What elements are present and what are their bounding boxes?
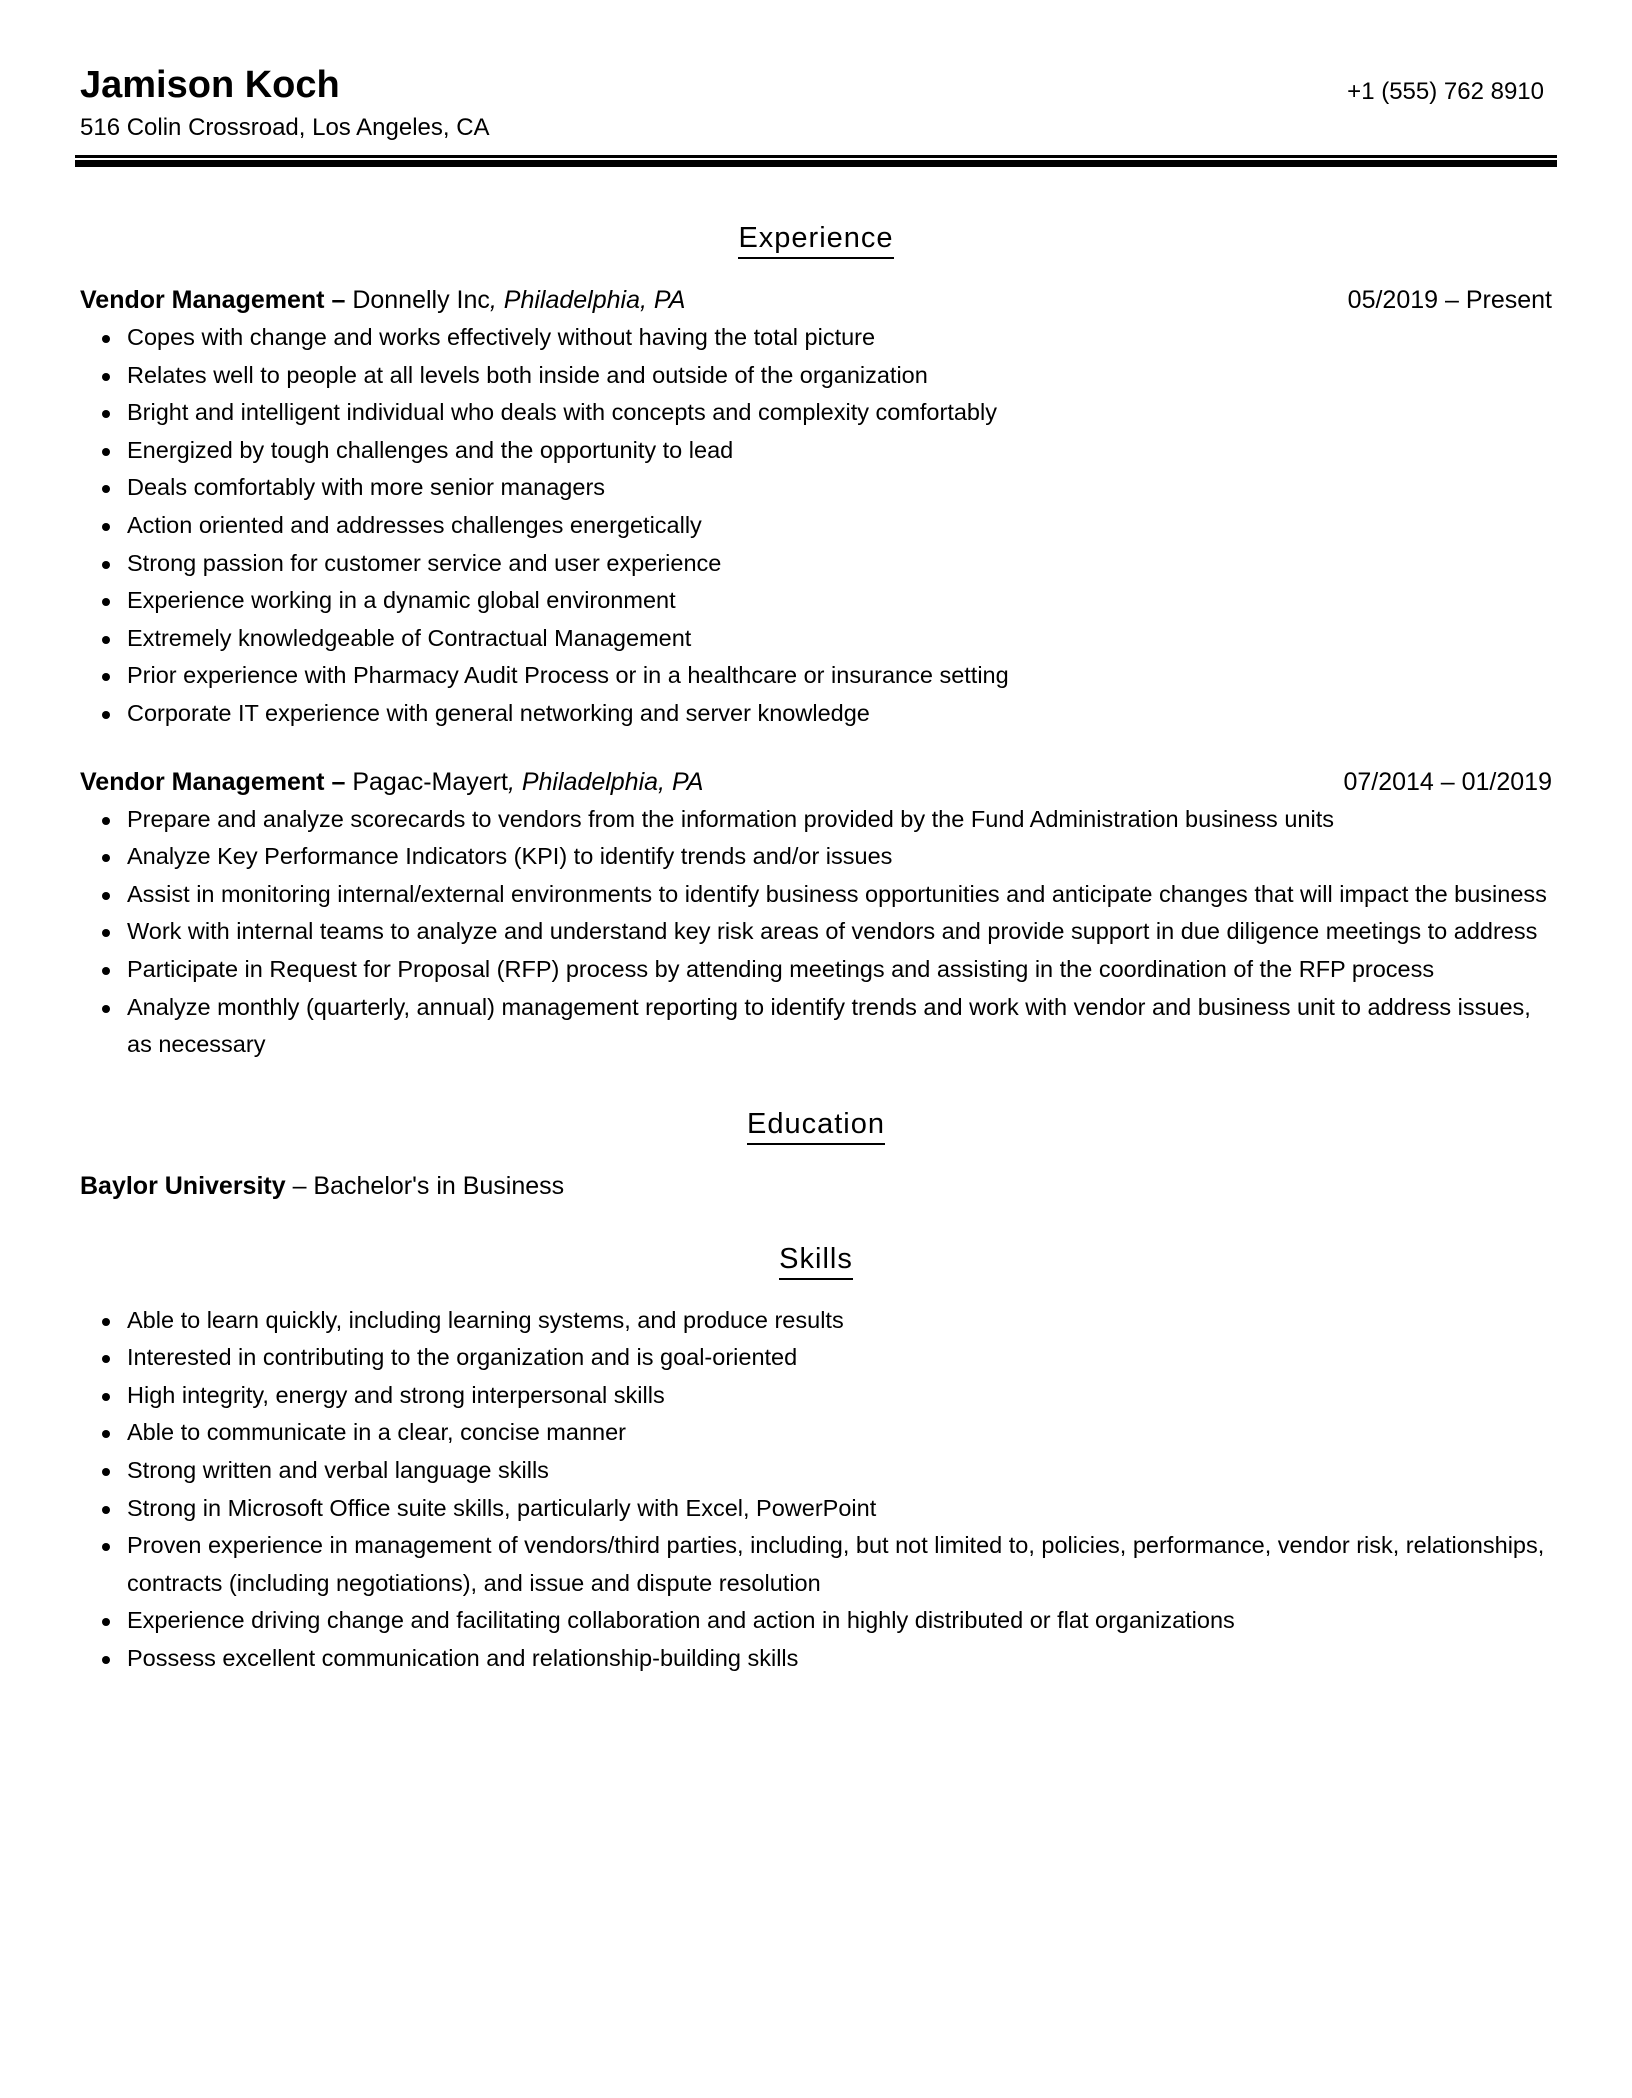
- list-item: Strong in Microsoft Office suite skills, particularly with Excel, PowerPoint: [127, 1490, 1552, 1528]
- list-item: Possess excellent communication and relationship-building skills: [127, 1640, 1552, 1678]
- list-item: Interested in contributing to the organization and is goal-oriented: [127, 1339, 1552, 1377]
- list-item: Analyze Key Performance Indicators (KPI) to identify trends and/or issues: [127, 838, 1552, 876]
- list-item: Deals comfortably with more senior managers: [127, 469, 1552, 507]
- job-bullets: [80, 319, 1552, 733]
- job-location: , Philadelphia, PA: [489, 286, 686, 314]
- resume-header: [80, 0, 1552, 170]
- list-item: Prepare and analyze scorecards to vendors from the information provided by the Fund Administration business units: [127, 801, 1552, 839]
- experience-list: [80, 281, 1552, 1064]
- list-item: Prior experience with Pharmacy Audit Process or in a healthcare or insurance setting: [127, 657, 1552, 695]
- list-item: Proven experience in management of vendors/third parties, including, but not limited to, policies, performance, vendor risk, relationships, contracts (including negotiations), and issue and dispute resolution: [127, 1527, 1552, 1602]
- list-item: Analyze monthly (quarterly, annual) management reporting to identify trends and work with vendor and business unit to address issues, as necessary: [127, 989, 1552, 1064]
- list-item: Action oriented and addresses challenges energetically: [127, 507, 1552, 545]
- phone: +1 (555) 762 8910: [1347, 78, 1544, 105]
- address: 516 Colin Crossroad, Los Angeles, CA: [80, 114, 490, 141]
- skills-list: [80, 1302, 1552, 1678]
- list-item: Relates well to people at all levels both inside and outside of the organization: [127, 357, 1552, 395]
- list-item: Experience working in a dynamic global environment: [127, 582, 1552, 620]
- list-item: Able to learn quickly, including learning systems, and produce results: [127, 1302, 1552, 1340]
- job-dates: 07/2014 – 01/2019: [1343, 767, 1552, 796]
- header-divider-thick: [75, 160, 1557, 167]
- list-item: Strong passion for customer service and user experience: [127, 545, 1552, 583]
- job-header: [80, 763, 1552, 801]
- job-bullets: [80, 801, 1552, 1064]
- degree: – Bachelor's in Business: [285, 1171, 565, 1200]
- list-item: Strong written and verbal language skills: [127, 1452, 1552, 1490]
- job-dates: 05/2019 – Present: [1347, 286, 1552, 314]
- job-company: Donnelly Inc: [352, 286, 490, 314]
- job-entry: [80, 281, 1552, 733]
- school: Baylor University: [80, 1171, 286, 1200]
- list-item: Able to communicate in a clear, concise manner: [127, 1414, 1552, 1452]
- header-divider: [75, 155, 1557, 158]
- list-item: Copes with change and works effectively without having the total picture: [127, 319, 1552, 357]
- list-item: Corporate IT experience with general networking and server knowledge: [127, 695, 1552, 733]
- job-location: , Philadelphia, PA: [507, 767, 704, 796]
- list-item: Work with internal teams to analyze and understand key risk areas of vendors and provide support in due diligence meetings to address: [127, 913, 1552, 951]
- job-role: Vendor Management –: [80, 767, 346, 796]
- list-item: Extremely knowledgeable of Contractual Management: [127, 620, 1552, 658]
- list-item: Participate in Request for Proposal (RFP) process by attending meetings and assisting in the coordination of the RFP process: [127, 951, 1552, 989]
- skills-heading: Skills: [80, 1243, 1552, 1280]
- list-item: Assist in monitoring internal/external environments to identify business opportunities and anticipate changes that will impact the business: [127, 876, 1552, 914]
- experience-heading: Experience: [80, 222, 1552, 259]
- candidate-name: Jamison Koch: [80, 64, 340, 106]
- job-company: Pagac-Mayert: [352, 767, 508, 796]
- resume: [80, 0, 1552, 1678]
- list-item: Bright and intelligent individual who deals with concepts and complexity comfortably: [127, 394, 1552, 432]
- job-entry: [80, 763, 1552, 1064]
- job-header: [80, 281, 1552, 319]
- education-heading: Education: [80, 1108, 1552, 1145]
- list-item: High integrity, energy and strong interpersonal skills: [127, 1377, 1552, 1415]
- list-item: Energized by tough challenges and the opportunity to lead: [127, 432, 1552, 470]
- job-role: Vendor Management –: [80, 286, 346, 314]
- education-entry: [80, 1167, 1552, 1205]
- list-item: Experience driving change and facilitating collaboration and action in highly distributed or flat organizations: [127, 1602, 1552, 1640]
